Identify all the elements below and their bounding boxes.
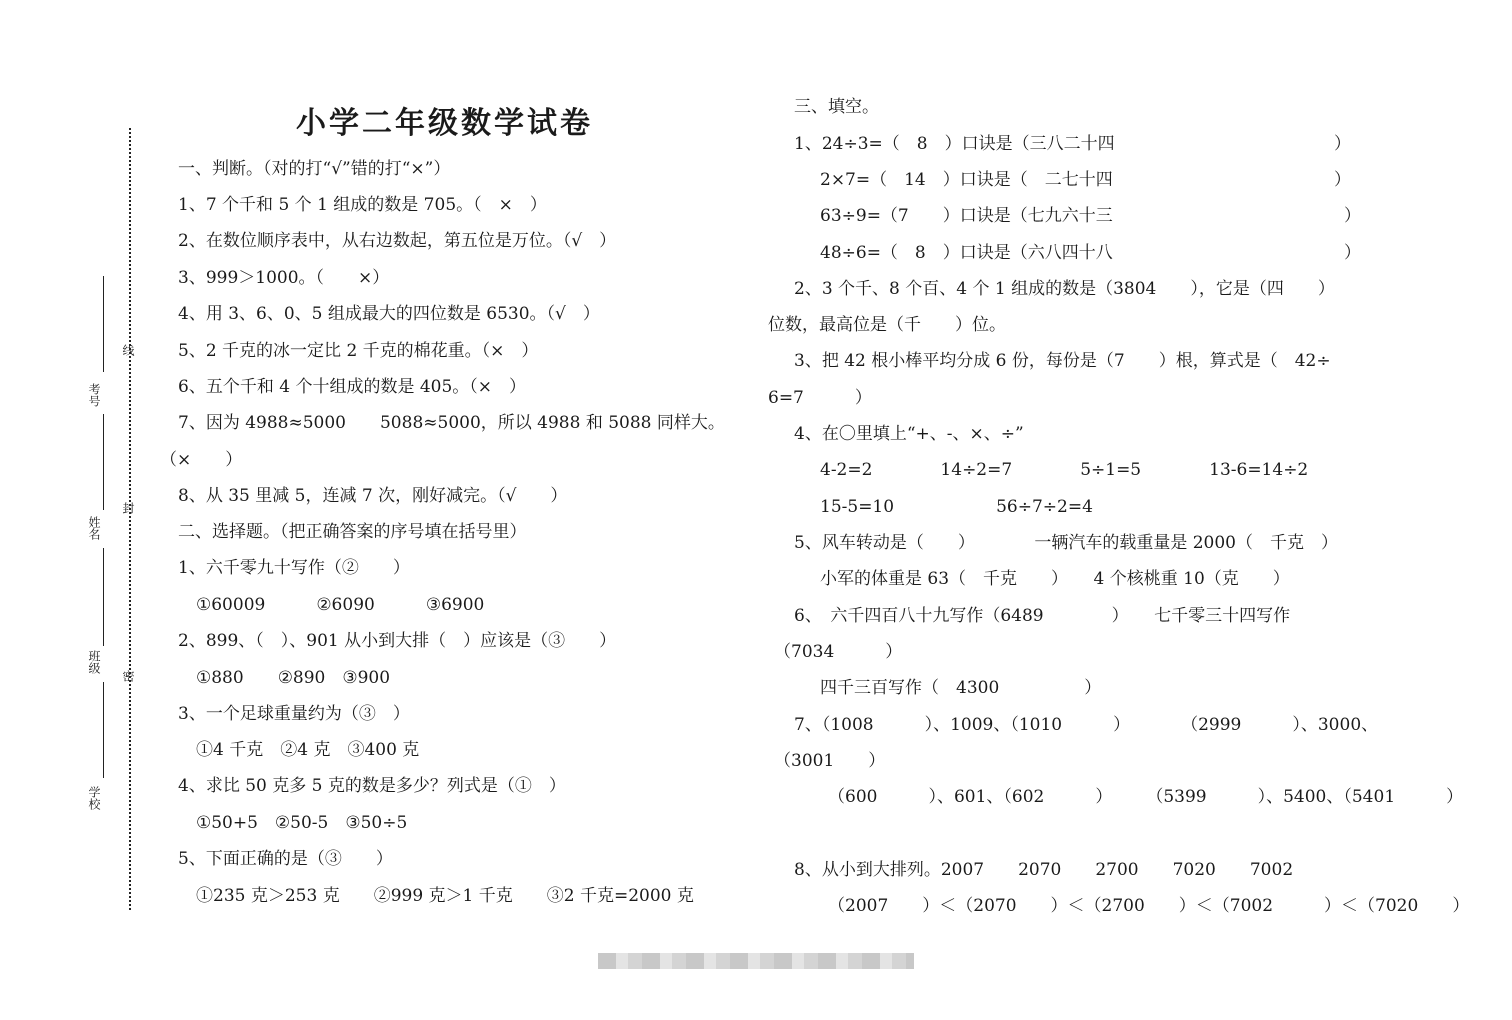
fill-item-1d: 48÷6=（ 8 ）口诀是（六八四十八	[820, 243, 1113, 263]
fill-item-8-answer: （2007 ）＜（2070 ）＜（2700 ）＜（7002 ）＜（7020 ）	[828, 896, 1470, 916]
seal-word-mi: 密	[121, 670, 135, 682]
choice-question-3: 3、一个足球重量约为（③ ）	[178, 704, 410, 724]
fill-item-4-row2: 15-5=10 56÷7÷2=4	[820, 497, 1093, 517]
fill-item-5-row2: 小军的体重是 63（ 千克 ） 4 个核桃重 10（克 ）	[820, 569, 1290, 589]
blank-line-school	[103, 682, 104, 778]
judgment-item-1: 1、7 个千和 5 个 1 组成的数是 705。（ × ）	[178, 195, 547, 215]
fill-item-6-row2: 四千三百写作（ 4300 ）	[820, 678, 1102, 698]
seal-word-feng: 封	[121, 502, 135, 514]
fill-item-1b-close: ）	[1334, 170, 1351, 190]
fill-item-1c: 63÷9=（7 ）口诀是（七九六十三	[820, 206, 1113, 226]
fill-item-6: 6、 六千四百八十九写作（6489 ） 七千零三十四写作	[794, 606, 1291, 626]
fill-item-6-cont: （7034 ）	[774, 642, 903, 662]
blank-line-name	[103, 414, 104, 510]
judgment-item-7-answer: （× ）	[160, 450, 243, 470]
field-label-school: 学校	[87, 786, 101, 810]
seal-word-xian: 线	[121, 344, 135, 356]
choice-options-5: ①235 克＞253 克 ②999 克＞1 千克 ③2 千克=2000 克	[196, 886, 694, 906]
field-label-name: 姓名	[87, 516, 101, 540]
fill-item-7: 7、（1008 ）、1009、（1010 ） （2999 ）、3000、	[794, 715, 1379, 735]
judgment-item-3: 3、999＞1000。（ ×）	[178, 268, 390, 288]
fill-item-1a-close: ）	[1334, 134, 1351, 154]
fill-item-1c-close: ）	[1344, 206, 1361, 226]
fill-item-1b: 2×7=（ 14 ）口诀是（ 二七十四	[820, 170, 1113, 190]
fill-item-2: 2、3 个千、8 个百、4 个 1 组成的数是（3804 ），它是（四 ）	[794, 279, 1335, 299]
blurred-watermark	[598, 953, 914, 969]
judgment-item-2: 2、在数位顺序表中，从右边数起，第五位是万位。（√ ）	[178, 231, 617, 251]
section-heading-fill-blank: 三、填空。	[794, 97, 879, 117]
choice-question-5: 5、下面正确的是（③ ）	[178, 849, 393, 869]
field-label-exam-number: 考号	[87, 383, 101, 407]
fill-item-5: 5、风车转动是（ ） 一辆汽车的载重量是 2000（ 千克 ）	[794, 533, 1338, 553]
fill-item-4: 4、在〇里填上“+、-、×、÷”	[794, 424, 1024, 444]
choice-options-4: ①50+5 ②50-5 ③50÷5	[196, 813, 408, 833]
choice-options-2: ①880 ②890 ③900	[196, 668, 391, 688]
choice-question-2: 2、899、（ ）、901 从小到大排（ ）应该是（③ ）	[178, 631, 617, 651]
blank-line-exam-number	[103, 276, 104, 372]
fill-item-3: 3、把 42 根小棒平均分成 6 份，每份是（7 ）根，算式是（ 42÷	[794, 351, 1331, 371]
fill-item-1a: 1、24÷3=（ 8 ）口诀是（三八二十四	[794, 134, 1115, 154]
fill-item-8: 8、从小到大排列。2007 2070 2700 7020 7002	[794, 860, 1294, 880]
judgment-item-8: 8、从 35 里减 5，连减 7 次，刚好减完。（√ ）	[178, 486, 568, 506]
page-title: 小学二年级数学试卷	[296, 106, 593, 141]
judgment-item-4: 4、用 3、6、0、5 组成最大的四位数是 6530。（√ ）	[178, 304, 600, 324]
fill-item-7-row2: （600 ）、601、（602 ） （5399 ）、5400、（5401 ）	[828, 787, 1464, 807]
section-heading-judgment: 一、判断。（对的打“√”错的打“×”）	[178, 159, 451, 179]
fill-item-7-cont: （3001 ）	[774, 751, 886, 771]
field-label-class: 班级	[87, 650, 101, 674]
choice-question-1: 1、六千零九十写作（② ）	[178, 558, 410, 578]
choice-options-1: ①60009 ②6090 ③6900	[196, 595, 485, 615]
section-heading-choice: 二、选择题。（把正确答案的序号填在括号里）	[178, 522, 527, 542]
choice-options-3: ①4 千克 ②4 克 ③400 克	[196, 740, 420, 760]
fill-item-1d-close: ）	[1344, 243, 1361, 263]
fill-item-3-cont: 6=7 ）	[768, 388, 872, 408]
binding-dotted-line	[129, 128, 131, 910]
fill-item-4-row1: 4-2=2 14÷2=7 5÷1=5 13-6=14÷2	[820, 460, 1309, 480]
judgment-item-5: 5、2 千克的冰一定比 2 千克的棉花重。（× ）	[178, 341, 539, 361]
fill-item-2-cont: 位数，最高位是（千 ）位。	[768, 315, 1006, 335]
judgment-item-6: 6、五个千和 4 个十组成的数是 405。（× ）	[178, 377, 527, 397]
judgment-item-7: 7、因为 4988≈5000 5088≈5000，所以 4988 和 5088 同样大。	[178, 413, 725, 433]
blank-line-class	[103, 548, 104, 646]
choice-question-4: 4、求比 50 克多 5 克的数是多少？列式是（① ）	[178, 776, 566, 796]
